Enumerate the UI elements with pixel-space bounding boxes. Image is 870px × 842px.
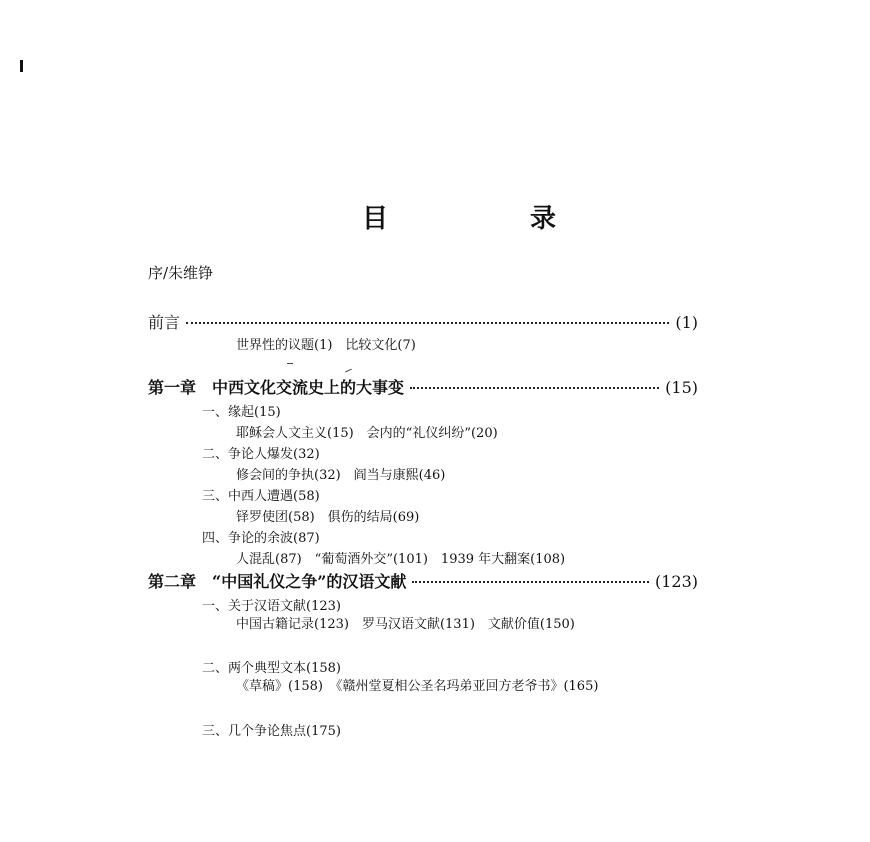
- section-title: 二、两个典型文本(158): [202, 661, 341, 676]
- chapter-2-page: (123): [654, 572, 698, 591]
- section-topics: 铎罗使团(58) 俱伤的结局(69): [236, 510, 420, 525]
- section-topics: 耶稣会人文主义(15) 会内的“礼仪纠纷”(20): [236, 426, 498, 441]
- chapter-1-page: (15): [665, 378, 698, 397]
- dot-leader: [410, 387, 659, 389]
- scan-speck: [345, 369, 352, 373]
- foreword-label: 前言: [148, 313, 181, 332]
- scan-speck: [287, 363, 293, 364]
- foreword-page: (1): [675, 313, 698, 332]
- section-topics: 《草稿》(158) 《赣州堂夏相公圣名玛弟亚回方老爷书》(165): [236, 679, 599, 694]
- foreword-entry: [148, 310, 698, 332]
- dot-leader: [186, 322, 669, 324]
- foreword-topics: 世界性的议题(1) 比较文化(7): [236, 338, 416, 353]
- section-title: 四、争论的余波(87): [202, 531, 320, 546]
- chapter-2-entry: [148, 569, 698, 591]
- section-title: 一、关于汉语文献(123): [202, 599, 341, 614]
- section-title: 三、中西人遭遇(58): [202, 489, 320, 504]
- section-topics: 修会间的争执(32) 阎当与康熙(46): [236, 468, 446, 483]
- section-title: 一、缘起(15): [202, 405, 281, 420]
- section-title: 二、争论人爆发(32): [202, 447, 320, 462]
- chapter-1-entry: [148, 375, 698, 397]
- dot-leader: [412, 581, 649, 583]
- scan-mark: [20, 60, 23, 72]
- preface-entry: 序/朱维铮: [148, 264, 214, 282]
- chapter-2-label: 第二章 “中国礼仪之争”的汉语文献: [148, 572, 407, 591]
- section-topics: 人混乱(87) “葡萄酒外交”(101) 1939 年大翻案(108): [236, 552, 566, 567]
- section-topics: 中国古籍记录(123) 罗马汉语文献(131) 文献价值(150): [236, 617, 575, 632]
- chapter-1-label: 第一章 中西文化交流史上的大事变: [148, 378, 405, 397]
- section-title: 三、几个争论焦点(175): [202, 724, 341, 739]
- page-title: 目 录: [362, 204, 615, 234]
